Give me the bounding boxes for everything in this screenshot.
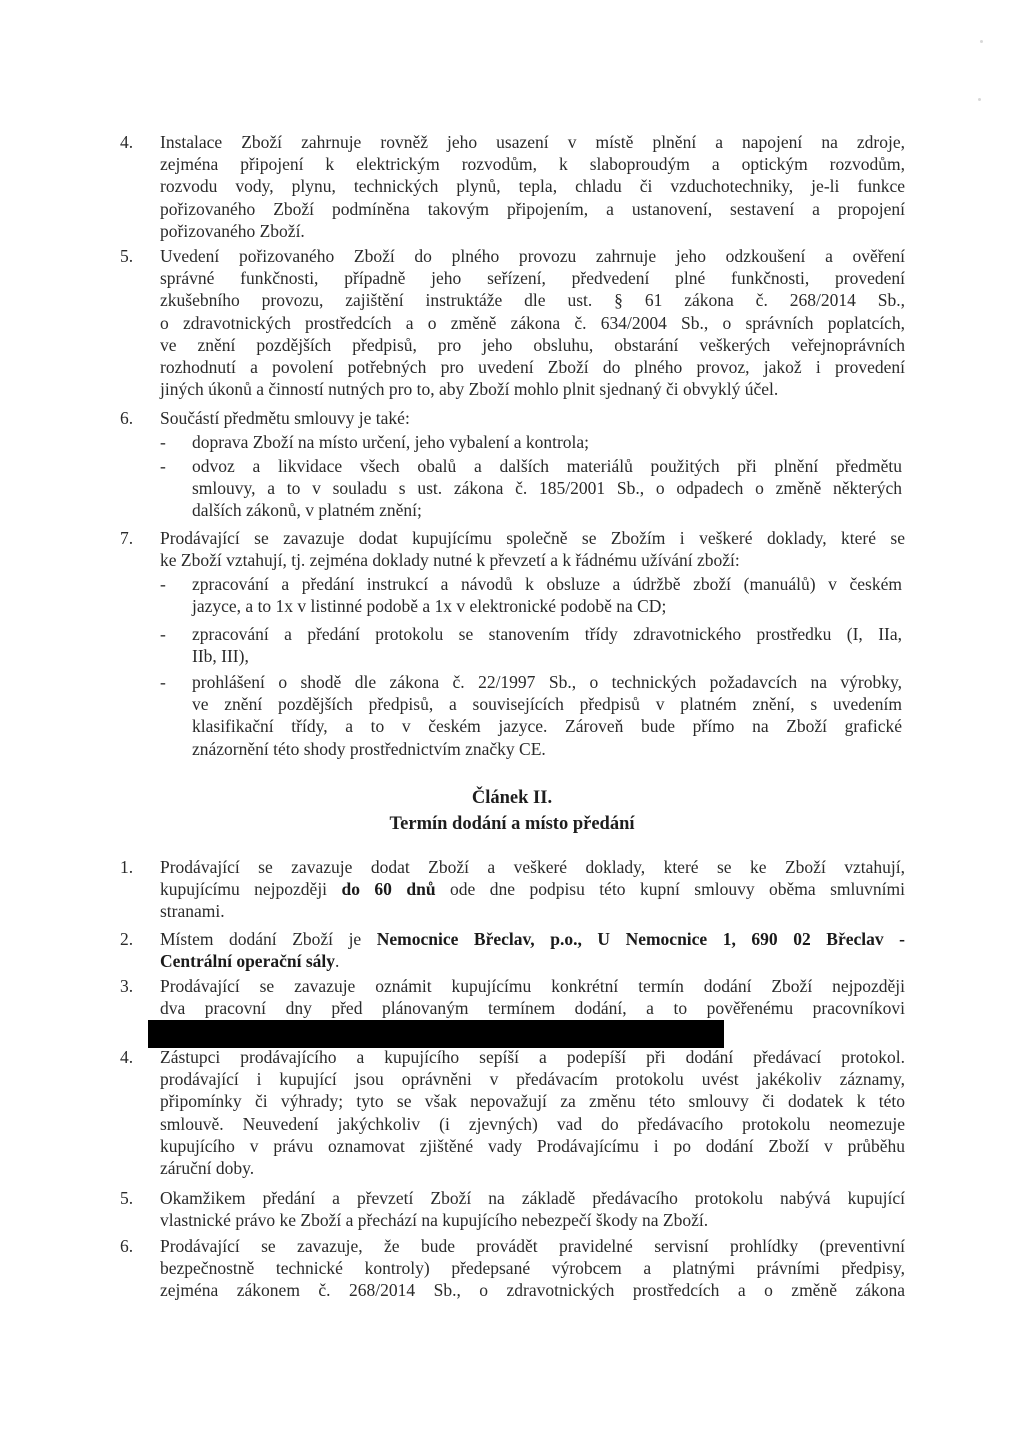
text-line: klasifikační třídy, a to v českém jazyce. Zároveň bude přímo na Zboží grafické — [192, 716, 902, 737]
text-line: Prodávající se zavazuje dodat kupujícímu společně se Zbožím i veškeré doklady, které se — [160, 528, 905, 548]
text-line: zejména zákonem č. 268/2014 Sb., o zdravotnických prostředcích a o změně zákona — [160, 1280, 905, 1301]
text-line: pořizovaného Zboží. — [160, 220, 305, 241]
text-line: dva pracovní dny před plánovaným termínem dodání, a to pověřenému pracovníkovi — [160, 998, 905, 1019]
text-line: doprava Zboží na místo určení, jeho vybalení a kontrola; — [192, 432, 590, 452]
item-number: 5. — [120, 246, 134, 266]
text-line: Zástupci prodávajícího a kupujícího sepíší a podepíší při dodání předávací protokol. — [160, 1047, 905, 1067]
text-line: zpracování a předání instrukcí a návodů k obsluze a údržbě zboží (manuálů) v českém — [192, 574, 902, 594]
item-number: 6. — [120, 1236, 134, 1256]
text-line: IIb, III), — [192, 646, 249, 667]
text-line: Prodávající se zavazuje dodat Zboží a veškeré doklady, které se ke Zboží vztahují, — [160, 857, 905, 877]
item-text — [160, 1235, 905, 1302]
deadline-bold: do 60 dnů — [341, 879, 436, 900]
text-line: zpracování a předání protokolu se stanovením třídy zdravotnického prostředku (I, IIa, — [192, 624, 902, 644]
article-heading: Článek II. — [471, 788, 553, 808]
text-line: Centrální operační sály. — [160, 951, 340, 972]
text-line: prodávající i kupující jsou oprávněni v předávacím protokolu uvést jakékoliv záznamy, — [160, 1069, 905, 1090]
text-line: Okamžikem předání a převzetí Zboží na základě předávacího protokolu nabývá kupující — [160, 1188, 905, 1208]
text-line: správné funkčnosti, případně jeho seřízení, předvedení plné funkčnosti, provedení — [160, 268, 905, 289]
text-line: bezpečnostně technické kontroly) předepsané výrobcem a platnými právními předpisy, — [160, 1258, 905, 1279]
text-line: znázornění této shody prostřednictvím značky CE. — [192, 738, 546, 759]
item-text — [160, 856, 905, 923]
text-line: zejména připojení k elektrickým rozvodům, k slaboproudým a optickým rozvodům, — [160, 154, 905, 175]
text-line: záruční doby. — [160, 1158, 255, 1179]
text-line: jazyce, a to 1x v listinné podobě a 1x v elektronické podobě na CD; — [192, 596, 667, 617]
scan-speck — [980, 40, 983, 43]
text-line: o zdravotnických prostředcích a o změně zákona č. 634/2004 Sb., o správních poplatcích, — [160, 312, 905, 333]
text-line: rozvodu vody, plynu, technických plynů, tepla, chladu či vzduchotechniky, je-li funkce — [160, 176, 905, 197]
text-line: odvoz a likvidace všech obalů a dalších materiálů použitých při plnění předmětu — [192, 456, 902, 476]
text-line: kupujícímu nejpozději do 60 dnů ode dne podpisu této kupní smlouvy oběma smluvními — [160, 879, 905, 900]
text-line: zkušebního provozu, zajištění instruktáže dle ust. § 61 zákona č. 268/2014 Sb., — [160, 290, 905, 311]
text-line: vlastnické právo ke Zboží a přechází na kupujícího nebezpečí škody na Zboží. — [160, 1210, 709, 1231]
item-number: 5. — [120, 1188, 134, 1208]
document-page: 4. Instalace Zboží zahrnuje rovněž jeho usazení v místě plnění a napojení na zdroje, zejména připojení k elektrickým rozvodům, k slaboproudým a optickým rozvodům, rozvodu vody, plynu, technických plynů, tepla, chladu či vzduchotechniky, je-li funkce pořizovaného Zboží podmíněna takovým připojením, a ustanovení, sestavení a propojení pořizovaného Zboží. 5. Uvedení pořizovaného Zboží do plného provozu zahrnuje jeho odzkoušení a ověření správné funkčnosti, případně jeho seřízení, předvedení plné funkčnosti, provedení zkušebního provozu, zajištění instruktáže dle ust. § 61 zákona č. 268/2014 Sb., o zdravotnických prostředcích a o změně zákona č. 634/2004 Sb., o správních poplatcích, ve znění pozdějších předpisů, pro jeho obsluhu, obstarání veškerých veřejnoprávních rozhodnutí a povolení potřebných pro uvedení Zboží do plného provoz, jakož i provedení jiných úkonů a činností nutných pro to, aby Zboží mohlo plnit sjednaný či obvyklý účel. 6. Součástí předmětu smlouvy je také: - doprava Zboží na místo určení, jeho vybalení a kontrola; - odvoz a likvidace všech obalů a dalších materiálů použitých při plnění předmětu smlouvy, a to v souladu s ust. zákona č. 185/2001 Sb., o odpadech o změně některých dalších zákonů, v platném znění; 7. Prodávající se zavazuje dodat kupujícímu společně se Zbožím i veškeré doklady, které se ke Zboží vztahují, tj. zejména doklady nutné k převzetí a k řádnému užívání zboží: - zpracování a předání instrukcí a návodů k obsluze a údržbě zboží (manuálů) v českém jazyce, a to 1x v listinné podobě a 1x v elektronické podobě na CD; - zpracování a předání protokolu se stanovením třídy zdravotnického prostředku (I, IIa, IIb, III), - prohlášení o shodě dle zákona č. 22/1997 Sb., o technických požadavcích na výrobky, ve znění pozdějších předpisů, a souvisejících předpisů v platném znění, s uvedením klasifikační třídy, a to v českém jazyce. Zároveň bude přímo na Zboží grafické znázornění této shody prostřednictvím značky CE. Článek II. Termín dodání a místo předání 1. Prodávající se zavazuje dodat Zboží a veškeré doklady, které se ke Zboží vztahují, kupujícímu nejpozději do 60 dnů ode dne podpisu této kupní smlouvy oběma smluvními stranami. 2. Místem dodání Zboží je Nemocnice Břeclav, p.o., U Nemocnice 1, 690 02 Břeclav - Centrální operační sály. 3. Prodávající se zavazuje oznámit kupujícímu konkrétní termín dodání Zboží nejpozději dva pracovní dny před plánovaným termínem dodání, a to pověřenému pracovníkovi 4. Zástupci prodávajícího a kupujícího sepíší a podepíší při dodání předávací protokol. prodávající i kupující jsou oprávněni v předávacím protokolu uvést jakékoliv záznamy, připomínky či výhrady; tyto se však nepovažují za změnu této smlouvy či dodatek k této smlouvě. Neuvedení jakýchkoliv (i zjevných) vad do předávacího protokolu neomezuje kupujícího v právu oznamovat zjištěné vady Prodávajícímu i po dodání Zboží v průběhu záruční doby. 5. Okamžikem předání a převzetí Zboží na základě předávacího protokolu nabývá kupující vlastnické právo ke Zboží a přechází na kupujícího nebezpečí škody na Zboží. 6. Prodávající se zavazuje, že bude provádět pravidelné servisní prohlídky (preventivní bezpečnostně technické kontroly) předepsané výrobcem a platnými právními předpisy, zejména zákonem č. 268/2014 Sb., o zdravotnických prostředcích a o změně zákona — [0, 0, 1024, 1448]
article-subheading: Termín dodání a místo předání — [389, 814, 635, 834]
redaction-bar — [148, 1020, 724, 1048]
text-line: Instalace Zboží zahrnuje rovněž jeho usazení v místě plnění a napojení na zdroje, — [160, 132, 905, 152]
text-line: ve znění pozdějších předpisů, pro jeho obsluhu, obstarání veškerých veřejnoprávních — [160, 334, 905, 355]
text-line: Prodávající se zavazuje, že bude provádět pravidelné servisní prohlídky (preventivní — [160, 1236, 905, 1256]
item-number: 2. — [120, 929, 134, 949]
text-line: Místem dodání Zboží je Nemocnice Břeclav, p.o., U Nemocnice 1, 690 02 Břeclav - — [160, 929, 905, 949]
text-line: ve znění pozdějších předpisů, a souvisejících předpisů v platném znění, s uvedením — [192, 694, 902, 715]
item-text — [160, 131, 905, 242]
text-line: Uvedení pořizovaného Zboží do plného provozu zahrnuje jeho odzkoušení a ověření — [160, 246, 905, 266]
item-number: 1. — [120, 857, 134, 877]
item-text — [160, 975, 905, 1019]
item-number: 6. — [120, 408, 134, 428]
item-text — [160, 245, 905, 400]
item-text — [160, 1046, 905, 1179]
text-line: smlouvy, a to v souladu s ust. zákona č. 185/2001 Sb., o odpadech o změně některých — [192, 478, 902, 499]
text-line: ke Zboží vztahují, tj. zejména doklady nutné k převzetí a k řádnému užívání zboží: — [160, 550, 740, 571]
text-line: připomínky či výhrady; tyto se však nepovažují za změnu této smlouvy či dodatek k této — [160, 1091, 905, 1112]
text-line: pořizovaného Zboží podmíněna takovým připojením, a ustanovení, sestavení a propojení — [160, 198, 905, 219]
text-line: smlouvě. Neuvedení jakýchkoliv (i zjevných) vad do předávacího protokolu neomezuje — [160, 1113, 905, 1134]
item-number: 7. — [120, 528, 134, 548]
scan-speck — [978, 98, 981, 101]
text-line: rozhodnutí a povolení potřebných pro uvedení Zboží do plného provoz, jakož i provedení — [160, 357, 905, 378]
item-text — [160, 527, 905, 571]
item-number: 3. — [120, 976, 134, 996]
text-line: dalších zákonů, v platném znění; — [192, 500, 422, 521]
item-number: 4. — [120, 132, 134, 152]
text-line: Prodávající se zavazuje oznámit kupujícímu konkrétní termín dodání Zboží nejpozději — [160, 976, 905, 996]
item-text — [160, 1187, 905, 1231]
item-number: 4. — [120, 1047, 134, 1067]
text-line: kupujícího v právu oznamovat zjištěné vady Prodávajícímu i po dodání Zboží v průběhu — [160, 1135, 905, 1156]
text-line: jiných úkonů a činností nutných pro to, aby Zboží mohlo plnit sjednaný či obvyklý účel. — [160, 379, 779, 400]
delivery-place-bold: Nemocnice Břeclav, p.o., U Nemocnice 1, 690 02 Břeclav - — [376, 929, 905, 949]
text-line: stranami. — [160, 901, 225, 922]
delivery-place-bold: Centrální operační sály — [160, 951, 335, 972]
item-text — [160, 407, 905, 429]
text-line: prohlášení o shodě dle zákona č. 22/1997 Sb., o technických požadavcích na výrobky, — [192, 672, 902, 692]
item-text — [160, 928, 905, 972]
text-line: Součástí předmětu smlouvy je také: — [160, 408, 410, 428]
